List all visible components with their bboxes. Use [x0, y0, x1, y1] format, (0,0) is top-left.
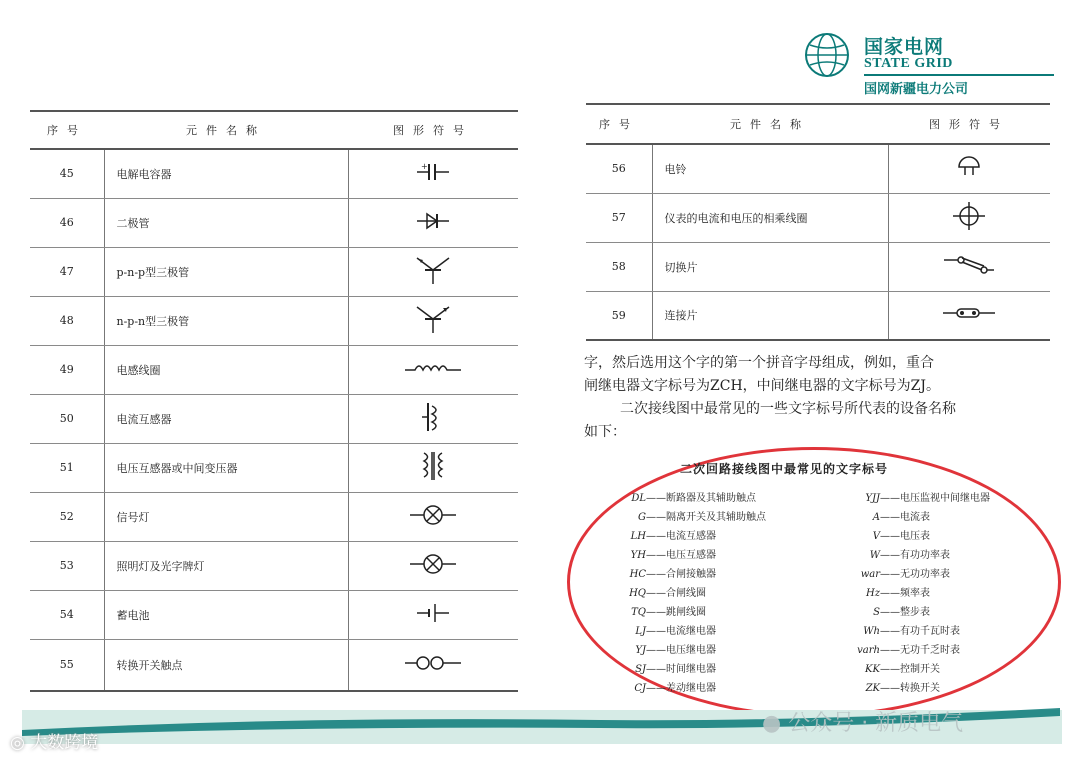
logo-cn: 国家电网 [864, 36, 945, 58]
code-row [618, 508, 766, 523]
row-name: 连接片 [652, 291, 888, 340]
row-name: 电铃 [652, 144, 888, 193]
code-abbr: varh [857, 645, 880, 656]
table-row [30, 149, 518, 198]
table-header-row [30, 111, 518, 149]
code-row [840, 508, 930, 523]
row-num: 45 [30, 149, 104, 198]
code-row [840, 660, 940, 675]
code-row [840, 584, 930, 599]
code-row [840, 546, 950, 561]
row-name: 转换开关触点 [104, 639, 348, 691]
code-abbr: war [860, 569, 880, 580]
watermark-right [762, 706, 963, 737]
code-abbr: S [873, 607, 880, 618]
code-desc: ——断路器及其辅助触点 [646, 493, 756, 504]
table-row [30, 492, 518, 541]
header-symbol: 图形符号 [348, 111, 518, 149]
multiplier-coil-icon [888, 193, 1050, 242]
code-row [840, 565, 950, 580]
code-desc: ——差动继电器 [646, 683, 716, 694]
code-row [840, 641, 960, 656]
code-row [618, 489, 756, 504]
code-desc: ——无功功率表 [880, 569, 950, 580]
code-desc: ——电压表 [880, 531, 930, 542]
row-name: p-n-p型三极管 [104, 247, 348, 296]
globe-icon [804, 32, 850, 78]
table-row [30, 198, 518, 247]
code-desc: ——合闸接触器 [646, 569, 716, 580]
code-abbr: Hz [866, 588, 880, 599]
code-row [840, 622, 960, 637]
switch-contact-icon [348, 639, 518, 691]
code-row [618, 584, 706, 599]
code-desc: ——有功功率表 [880, 550, 950, 561]
code-row [840, 489, 990, 504]
state-grid-logo [804, 30, 1064, 100]
watermark-left [10, 728, 98, 753]
code-abbr: CJ [634, 683, 646, 694]
code-desc: ——频率表 [880, 588, 930, 599]
table-row [30, 394, 518, 443]
code-abbr: ZK [865, 683, 880, 694]
code-row [618, 603, 706, 618]
table-row [30, 590, 518, 639]
row-num: 54 [30, 590, 104, 639]
code-desc: ——电流表 [880, 512, 930, 523]
current-transformer-icon [348, 394, 518, 443]
logo-subtitle: 国网新疆电力公司 [864, 82, 969, 97]
code-abbr: HQ [629, 588, 646, 599]
code-row [618, 527, 716, 542]
inductor-coil-icon [348, 345, 518, 394]
header-name: 元件名称 [104, 111, 348, 149]
code-abbr: HC [629, 569, 646, 580]
code-abbr: YH [630, 550, 646, 561]
row-name: 蓄电池 [104, 590, 348, 639]
row-num: 53 [30, 541, 104, 590]
code-row [840, 603, 930, 618]
table-row [586, 291, 1050, 340]
code-desc: ——合闸线圈 [646, 588, 706, 599]
table-row [30, 345, 518, 394]
electrolytic-capacitor-icon [348, 149, 518, 198]
diode-icon [348, 198, 518, 247]
code-abbr: Wh [863, 626, 880, 637]
code-abbr: YJJ [865, 493, 880, 504]
row-name: 仪表的电流和电压的相乘线圈 [652, 193, 888, 242]
code-desc: ——有功千瓦时表 [880, 626, 960, 637]
bell-icon [888, 144, 1050, 193]
table-row [586, 144, 1050, 193]
code-desc: ——时间继电器 [646, 664, 716, 675]
code-desc: ——跳闸线圈 [646, 607, 706, 618]
row-num: 56 [586, 144, 652, 193]
connecting-piece-icon [888, 291, 1050, 340]
row-num: 47 [30, 247, 104, 296]
row-name: 信号灯 [104, 492, 348, 541]
table-row [30, 541, 518, 590]
code-row [618, 622, 716, 637]
row-name: 切换片 [652, 242, 888, 291]
wechat-icon: ● [762, 711, 782, 736]
code-abbr: DL [631, 493, 646, 504]
code-abbr: A [872, 512, 880, 523]
code-desc: ——电压互感器 [646, 550, 716, 561]
codes-title: 二次回路接线图中最常见的文字标号 [680, 462, 889, 476]
watermark-left-text: 大数跨境 [30, 733, 99, 753]
header-name: 元件名称 [652, 104, 888, 144]
code-abbr: W [869, 550, 880, 561]
row-num: 51 [30, 443, 104, 492]
row-num: 50 [30, 394, 104, 443]
code-desc: ——电流互感器 [646, 531, 716, 542]
table-header-row [586, 104, 1050, 144]
code-desc: ——电压监视中间继电器 [880, 493, 990, 504]
code-abbr: TQ [631, 607, 646, 618]
logo-en: STATE GRID [864, 56, 953, 71]
row-name: 电压互感器或中间变压器 [104, 443, 348, 492]
code-abbr: V [872, 531, 880, 542]
weibo-icon: ◎ [10, 733, 25, 753]
code-row [618, 546, 716, 561]
symbol-table-right [586, 103, 1050, 341]
table-row [30, 296, 518, 345]
para-line-1: 字，然后选用这个字的第一个拼音字母组成，例如，重合 [584, 355, 934, 371]
code-row [618, 565, 716, 580]
table-row [586, 193, 1050, 242]
table-row [30, 247, 518, 296]
signal-lamp-icon [348, 492, 518, 541]
para-line-3: 二次接线图中最常见的一些文字标号所代表的设备名称 [620, 401, 956, 417]
header-num: 序号 [586, 104, 652, 144]
row-num: 48 [30, 296, 104, 345]
para-line-4: 如下： [584, 424, 626, 440]
code-row [618, 679, 716, 694]
code-abbr: SJ [635, 664, 646, 675]
table-row [586, 242, 1050, 291]
row-num: 49 [30, 345, 104, 394]
code-desc: ——控制开关 [880, 664, 940, 675]
code-row [618, 641, 716, 656]
code-abbr: G [638, 512, 646, 523]
row-num: 46 [30, 198, 104, 247]
header-num: 序号 [30, 111, 104, 149]
symbol-table-left [30, 110, 518, 692]
row-name: 电解电容器 [104, 149, 348, 198]
code-abbr: LJ [635, 626, 646, 637]
battery-icon [348, 590, 518, 639]
row-num: 52 [30, 492, 104, 541]
code-row [840, 527, 930, 542]
row-name: 电流互感器 [104, 394, 348, 443]
code-abbr: YJ [635, 645, 646, 656]
code-desc: ——转换开关 [880, 683, 940, 694]
code-desc: ——电压继电器 [646, 645, 716, 656]
table-row [30, 639, 518, 691]
switching-piece-icon [888, 242, 1050, 291]
row-name: n-p-n型三极管 [104, 296, 348, 345]
code-row [840, 679, 940, 694]
code-desc: ——整步表 [880, 607, 930, 618]
row-num: 59 [586, 291, 652, 340]
code-row [618, 660, 716, 675]
lighting-lamp-icon [348, 541, 518, 590]
row-num: 55 [30, 639, 104, 691]
row-name: 电感线圈 [104, 345, 348, 394]
code-desc: ——隔离开关及其辅助触点 [646, 512, 766, 523]
code-abbr: LH [630, 531, 646, 542]
voltage-transformer-icon [348, 443, 518, 492]
code-desc: ——无功千乏时表 [880, 645, 960, 656]
row-num: 58 [586, 242, 652, 291]
highlight-oval [567, 447, 1061, 717]
npn-transistor-icon [348, 296, 518, 345]
code-desc: ——电流继电器 [646, 626, 716, 637]
row-name: 二极管 [104, 198, 348, 247]
watermark-right-text: 公众号 · 新质电气 [788, 711, 964, 736]
header-symbol: 图形符号 [888, 104, 1050, 144]
code-abbr: KK [865, 664, 880, 675]
logo-divider [864, 74, 1054, 76]
pnp-transistor-icon [348, 247, 518, 296]
svg-text:+: + [421, 161, 428, 171]
row-num: 57 [586, 193, 652, 242]
table-row [30, 443, 518, 492]
row-name: 照明灯及光字牌灯 [104, 541, 348, 590]
para-line-2: 闸继电器文字标号为ZCH，中间继电器的文字标号为ZJ。 [584, 378, 940, 394]
